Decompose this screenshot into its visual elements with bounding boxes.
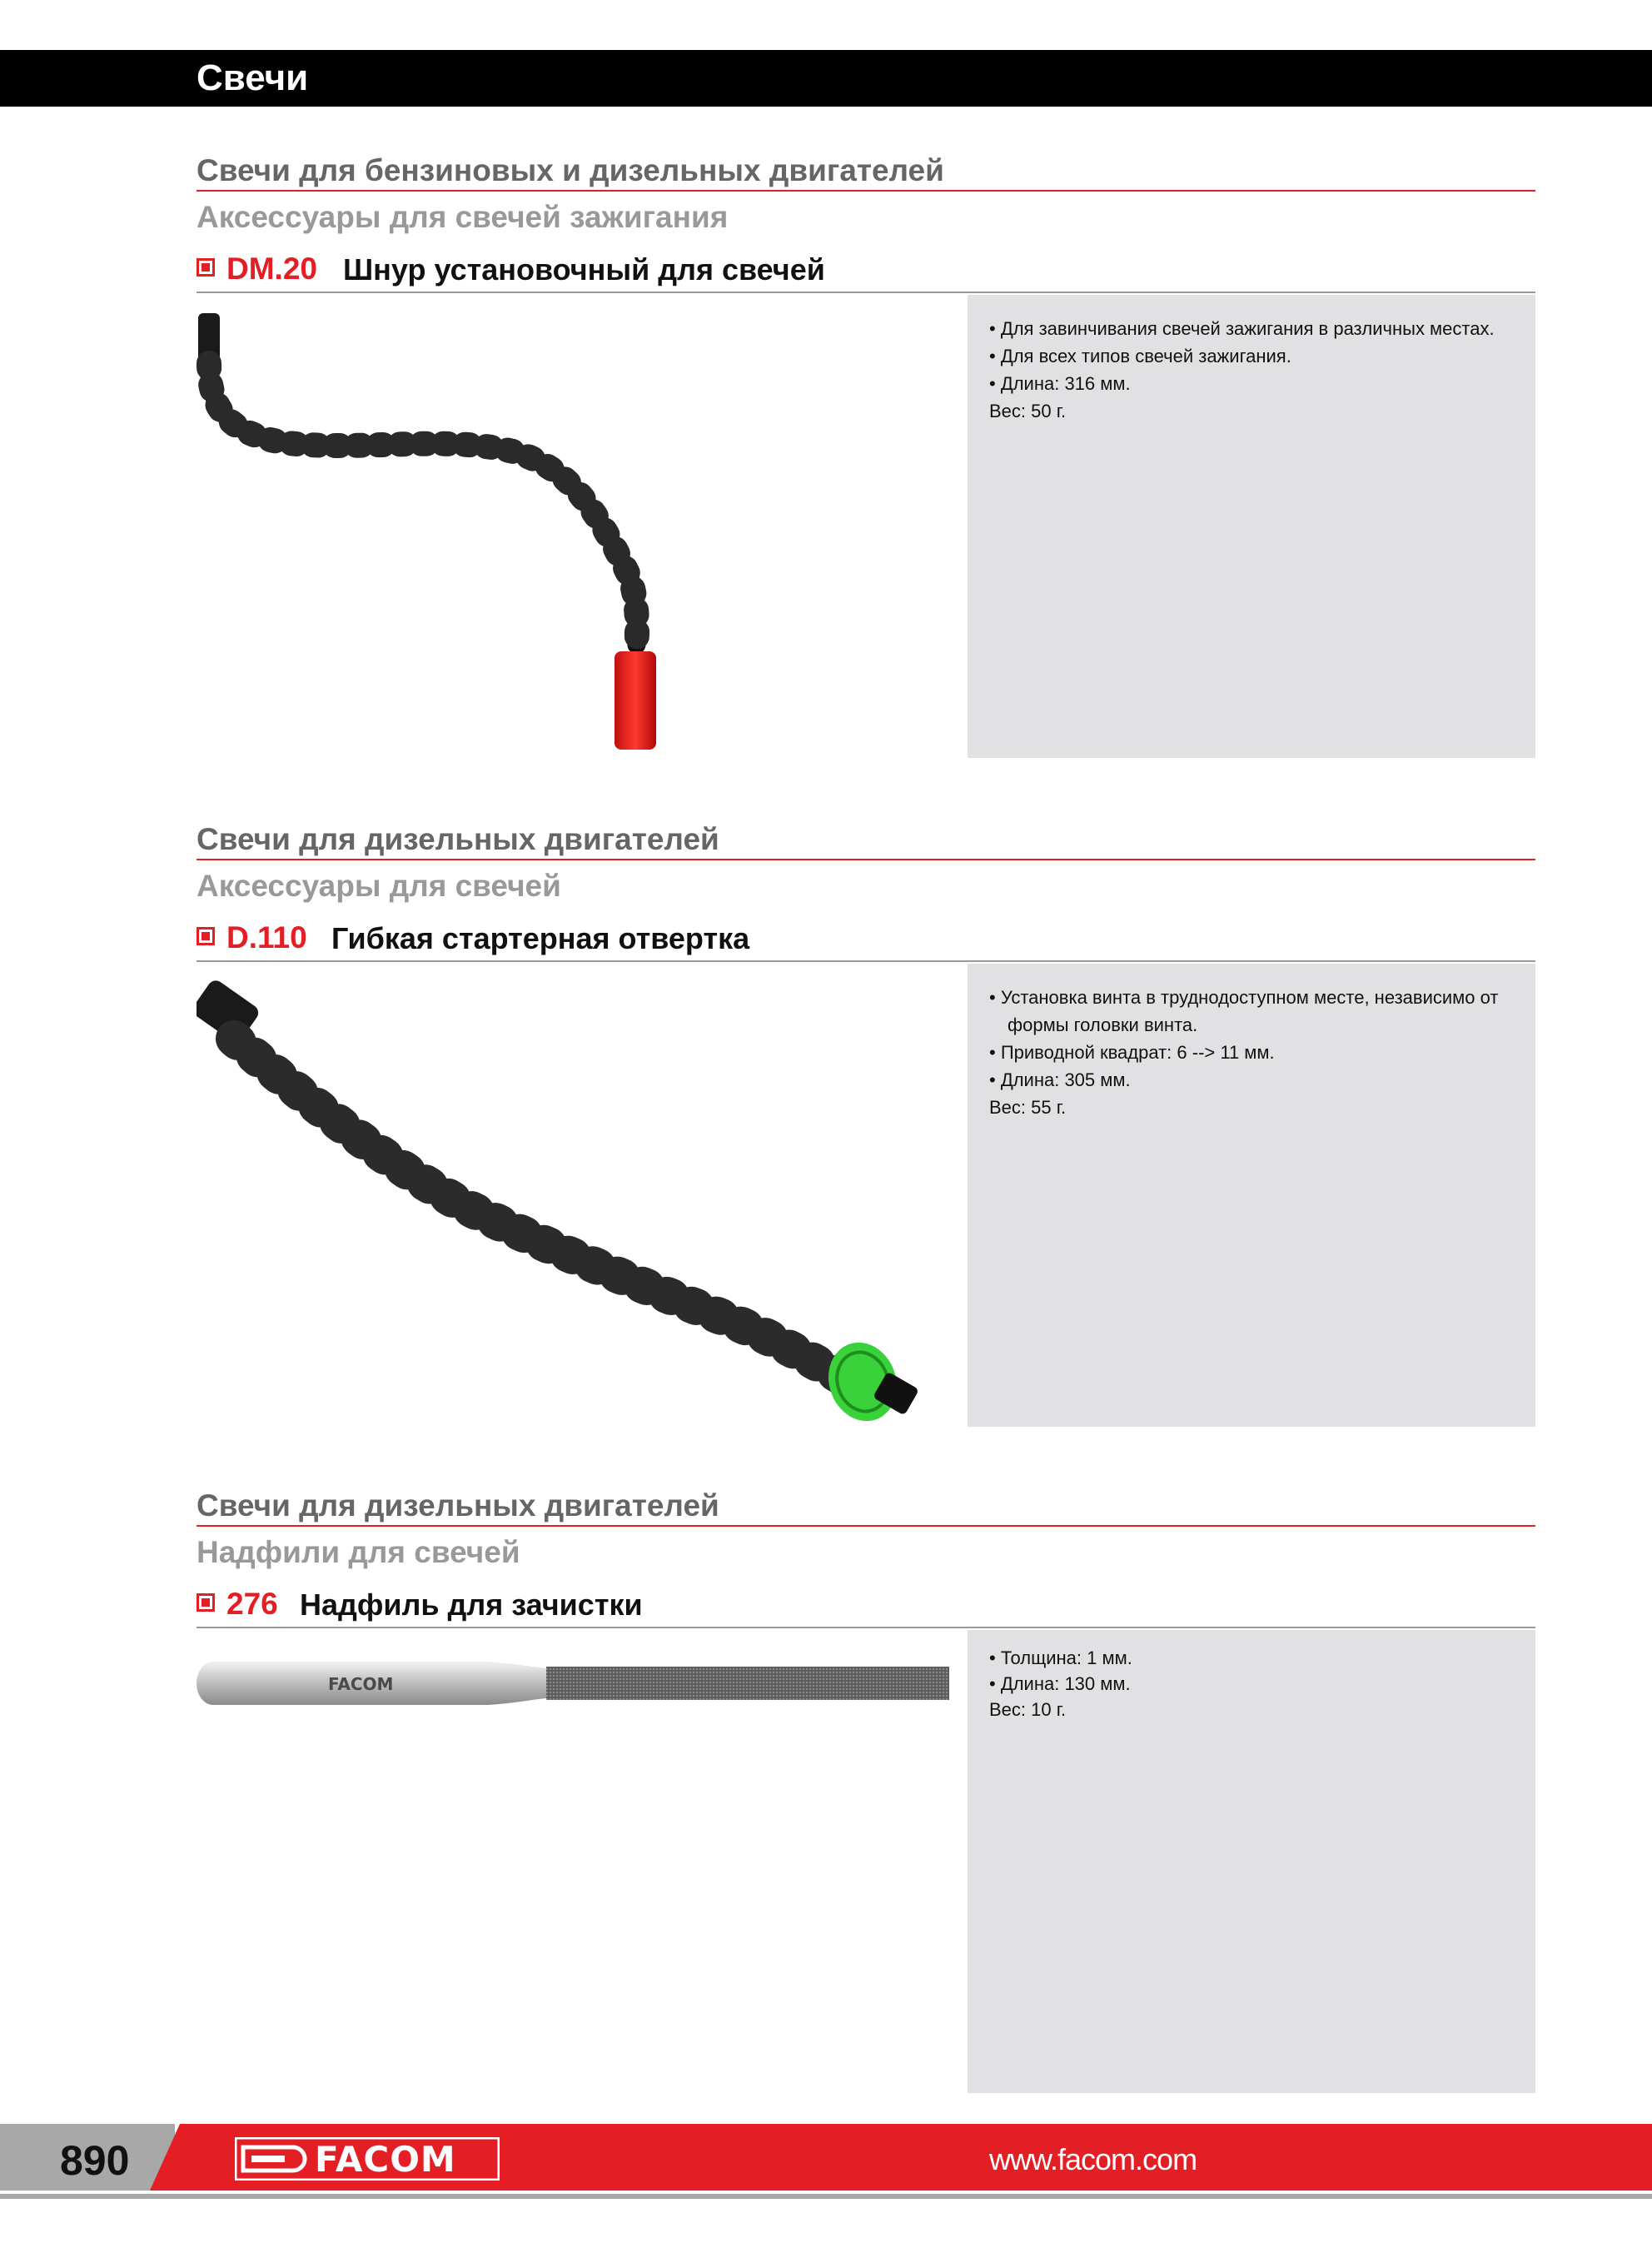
- product-heading: [197, 919, 1535, 962]
- needle-file-image: [197, 1658, 949, 1708]
- product-section-276: [197, 1487, 1535, 2103]
- feature-line: • Для завинчивания свечей зажигания в различных местах.: [989, 318, 1495, 339]
- feature-line: • Толщина: 1 мм.: [989, 1647, 1132, 1668]
- facom-logo: [235, 2137, 500, 2181]
- product-code: 276: [226, 1587, 278, 1621]
- page-number: 890: [60, 2137, 130, 2184]
- feature-line: • Длина: 305 мм.: [989, 1069, 1131, 1090]
- flexible-screwdriver-image: [197, 980, 929, 1430]
- product-section-d110: [197, 820, 1535, 1437]
- logo-text: FACOM: [315, 2139, 456, 2180]
- product-name: Гибкая стартерная отвертка: [331, 921, 750, 955]
- file-engraving: FACOM: [328, 1674, 394, 1694]
- product-code: D.110: [226, 920, 307, 955]
- product-marker-icon: [197, 258, 215, 277]
- weight-line: Вес: 55 г.: [989, 1097, 1067, 1118]
- product-heading: [197, 1585, 1535, 1628]
- page-header-title: Свечи: [197, 57, 309, 98]
- subcategory-title: Надфили для свечей: [197, 1535, 520, 1569]
- feature-line: • Для всех типов свечей зажигания.: [989, 346, 1291, 366]
- subcategory-title: Аксессуары для свечей зажигания: [197, 200, 729, 234]
- product-info-box: [968, 1630, 1535, 2093]
- weight-line: Вес: 50 г.: [989, 401, 1067, 421]
- product-code: DM.20: [226, 252, 317, 286]
- product-name: Надфиль для зачистки: [300, 1588, 643, 1622]
- product-section-dm20: [197, 152, 1535, 768]
- feature-line: формы головки винта.: [1008, 1014, 1198, 1035]
- footer-divider: [0, 2194, 1652, 2199]
- product-marker-icon: [197, 927, 215, 945]
- product-marker-icon: [197, 1593, 215, 1612]
- product-heading: [197, 250, 1535, 293]
- product-info-box: [968, 295, 1535, 758]
- feature-line: • Установка винта в труднодоступном месте, независимо от: [989, 987, 1499, 1008]
- feature-line: • Длина: 316 мм.: [989, 373, 1131, 394]
- weight-line: Вес: 10 г.: [989, 1699, 1067, 1720]
- category-title: Свечи для дизельных двигателей: [197, 820, 1535, 860]
- product-name: Шнур установочный для свечей: [343, 252, 825, 287]
- page-header-bar: [0, 50, 1652, 107]
- subcategory-title: Аксессуары для свечей: [197, 869, 561, 903]
- product-info-box: [968, 964, 1535, 1427]
- category-title: Свечи для бензиновых и дизельных двигателей: [197, 152, 1535, 192]
- category-title: Свечи для дизельных двигателей: [197, 1487, 1535, 1527]
- website-link[interactable]: www.facom.com: [989, 2142, 1197, 2176]
- feature-line: • Приводной квадрат: 6 --> 11 мм.: [989, 1042, 1275, 1063]
- flexible-cord-image: [197, 310, 713, 776]
- feature-line: • Длина: 130 мм.: [989, 1673, 1131, 1694]
